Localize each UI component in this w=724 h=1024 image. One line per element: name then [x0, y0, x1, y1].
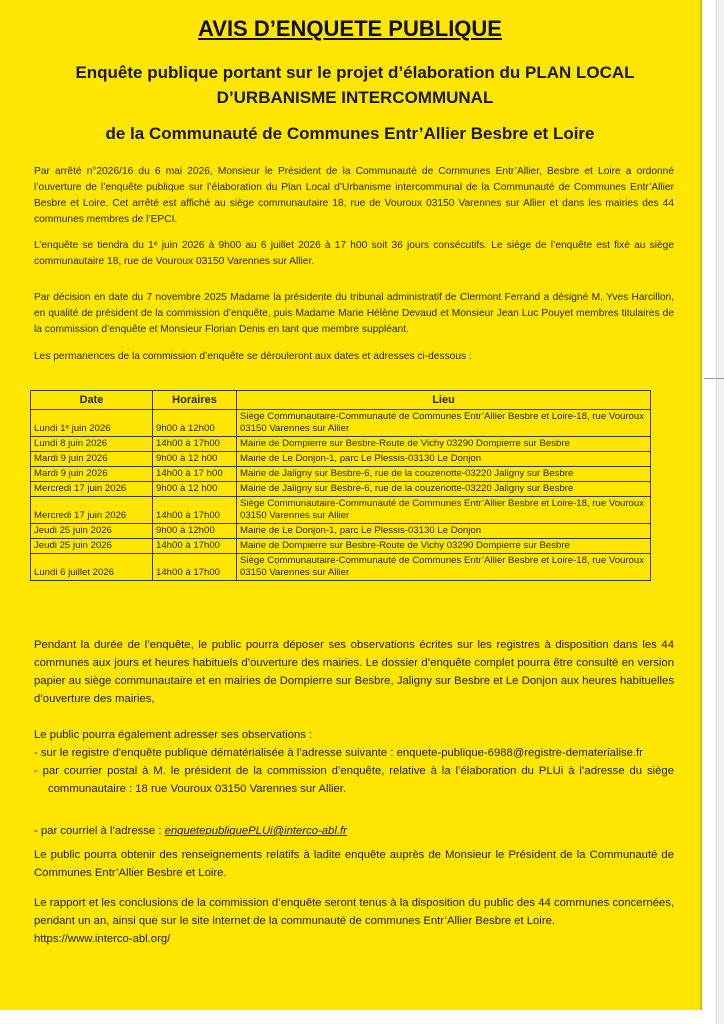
table-row — [31, 410, 651, 437]
table-row — [31, 554, 651, 581]
cell-horaires: 9h00 à 12h00 — [153, 524, 237, 539]
cell-date: Jeudi 25 juin 2026 — [31, 524, 153, 539]
cell-lieu: Siège Communautaire-Communauté de Communes Entr’Allier Besbre et Loire-18, rue Vouroux 03150 Varennes sur Allier — [237, 497, 651, 524]
notice-subtitle — [40, 60, 670, 110]
cell-date: Mardi 9 juin 2026 — [31, 467, 153, 482]
cell-horaires: 14h00 à 17h00 — [153, 539, 237, 554]
registre-item: - sur le registre d'enquête publique dématérialisée à l’adresse suivante : enquete-publique-6988@registre-dematerialise.fr — [34, 747, 643, 759]
cell-horaires: 14h00 à 17h00 — [153, 497, 237, 524]
cell-lieu: Mairie de Le Donjon-1, parc Le Plessis-03130 Le Donjon — [237, 524, 651, 539]
cell-date: Lundi 6 juillet 2026 — [31, 554, 153, 581]
cell-horaires: 14h00 à 17h00 — [153, 437, 237, 452]
scan-edge — [716, 0, 724, 1024]
cell-date: Jeudi 25 juin 2026 — [31, 539, 153, 554]
cell-lieu: Mairie de Le Donjon-1, parc Le Plessis-03130 Le Donjon — [237, 452, 651, 467]
header-horaires: Horaires — [153, 391, 237, 410]
adresser-block — [34, 726, 674, 798]
notice-title: AVIS D’ENQUETE PUBLIQUE — [198, 16, 502, 41]
cell-horaires: 14h00 à 17 h00 — [153, 467, 237, 482]
table-row — [31, 539, 651, 554]
cell-lieu: Mairie de Dompierre sur Besbre-Route de Vichy 03290 Dompierre sur Besbre — [237, 539, 651, 554]
cell-horaires: 9h00 à 12h00 — [153, 410, 237, 437]
paragraph-renseignements: Le public pourra obtenir des renseignements relatifs à ladite enquête auprès de Monsieur le Président de la Communauté de Communes Entr’Allier Besbre et Loire. — [34, 849, 674, 879]
subtitle-line-1: Enquête publique portant sur le projet d’élaboration du PLAN LOCAL — [75, 63, 635, 82]
adresser-intro: Le public pourra également adresser ses observations : — [34, 729, 313, 741]
paragraph-arrete: Par arrêté n°2026/16 du 6 mai 2026, Monsieur le Président de la Communauté de Communes Entr’Allier, Besbre et Loire a ordonné l’ouverture de l’enquête publique sur l’élaboration du Plan Local d’Urbanisme intercommunal de la Communauté de Communes Entr’Allier Besbre et Loire. Cet arrêté est affiché au siège communautaire 18, rue de Vouroux 03150 Varennes sur Allier et dans les mairies des 44 communes membres de l’EPCI. — [34, 166, 674, 225]
table-row — [31, 482, 651, 497]
header-lieu: Lieu — [237, 391, 651, 410]
permanences-table — [30, 390, 651, 581]
cell-horaires: 14h00 à 17h00 — [153, 554, 237, 581]
scan-edge-mark — [704, 378, 724, 379]
cell-horaires: 9h00 à 12 h00 — [153, 482, 237, 497]
cell-date: Lundi 1ᵉ juin 2026 — [31, 410, 153, 437]
paragraph-dates: L’enquête se tiendra du 1ᵉ juin 2026 à 9h00 au 6 juillet 2026 à 17 h00 soit 36 jours consécutifs. Le siège de l’enquête est fixé au siège communautaire 18, rue de Vouroux 03150 Varennes sur Allier. — [34, 240, 674, 267]
rapport-block — [34, 894, 674, 948]
website-link[interactable]: https://www.interco-abl.org/ — [34, 933, 171, 945]
cell-horaires: 9h00 à 12 h00 — [153, 452, 237, 467]
paragraph-rapport: Le rapport et les conclusions de la commission d’enquête seront tenus à la disposition du public des 44 communes concernées, pendant un an, ainsi que sur le site internet de la communauté de communes Entr’Allier Besbre et Loire. — [34, 897, 674, 927]
courrier-item: - par courrier postal à M. le président de la commission d’enquête, relative à la l’élaboration du PLUi à l’adresse du siège communautaire : 18 rue Vouroux 03150 Varennes sur Allier. — [34, 765, 674, 795]
courriel-prefix: - par courriel à l’adresse : — [34, 825, 165, 837]
cell-date: Mercredi 17 juin 2026 — [31, 482, 153, 497]
table-row — [31, 452, 651, 467]
cell-lieu: Siège Communautaire-Communauté de Communes Entr’Allier Besbre et Loire-18, rue Vouroux 03150 Varennes sur Allier — [237, 554, 651, 581]
paragraph-commission: Par décision en date du 7 novembre 2025 Madame la présidente du tribunal administratif de Clermont Ferrand a désigné M. Yves Harcillon, en qualité de président de la commission d’enquête, puis Madame Marie Hélène Devaud et Monsieur Jean Luc Pouyet membres titulaires de la commission d’enquête et Monsieur Florian Denis en tant que membre suppléant. — [34, 292, 674, 335]
cell-lieu: Mairie de Jaligny sur Besbre-6, rue de la couzenotte-03220 Jaligny sur Besbre — [237, 467, 651, 482]
table-row — [31, 497, 651, 524]
paragraph-observations: Pendant la durée de l’enquête, le public pourra déposer ses observations écrites sur les registres à disposition dans les 44 communes aux jours et heures habituels d’ouverture des mairies. Le dossier d’enquête complet pourra être consulté en version papier au siège communautaire et en mairies de Dompierre sur Besbre, Jaligny sur Besbre et Le Donjon aux heures habituelles d’ouverture des mairies, — [34, 639, 674, 705]
cell-date: Mardi 9 juin 2026 — [31, 452, 153, 467]
table-row — [31, 437, 651, 452]
table-row — [31, 467, 651, 482]
cell-date: Mercredi 17 juin 2026 — [31, 497, 153, 524]
notice-community: de la Communauté de Communes Entr’Allier Besbre et Loire — [105, 124, 595, 143]
cell-date: Lundi 8 juin 2026 — [31, 437, 153, 452]
paragraph-permanences-intro: Les permanences de la commission d’enquête se dérouleront aux dates et adresses ci-dessous : — [34, 351, 472, 362]
courriel-line — [34, 822, 674, 840]
cell-lieu: Mairie de Dompierre sur Besbre-Route de Vichy 03290 Dompierre sur Besbre — [237, 437, 651, 452]
subtitle-line-2: D’URBANISME INTERCOMMUNAL — [216, 88, 494, 107]
cell-lieu: Mairie de Jaligny sur Besbre-6, rue de la couzenotte-03220 Jaligny sur Besbre — [237, 482, 651, 497]
header-date: Date — [31, 391, 153, 410]
courriel-email-link[interactable]: enquetepubliquePLUi@interco-abl.fr — [164, 825, 347, 837]
cell-lieu: Siège Communautaire-Communauté de Communes Entr’Allier Besbre et Loire-18, rue Vouroux 03150 Varennes sur Allier — [237, 410, 651, 437]
table-header-row — [31, 391, 651, 410]
table-row — [31, 524, 651, 539]
